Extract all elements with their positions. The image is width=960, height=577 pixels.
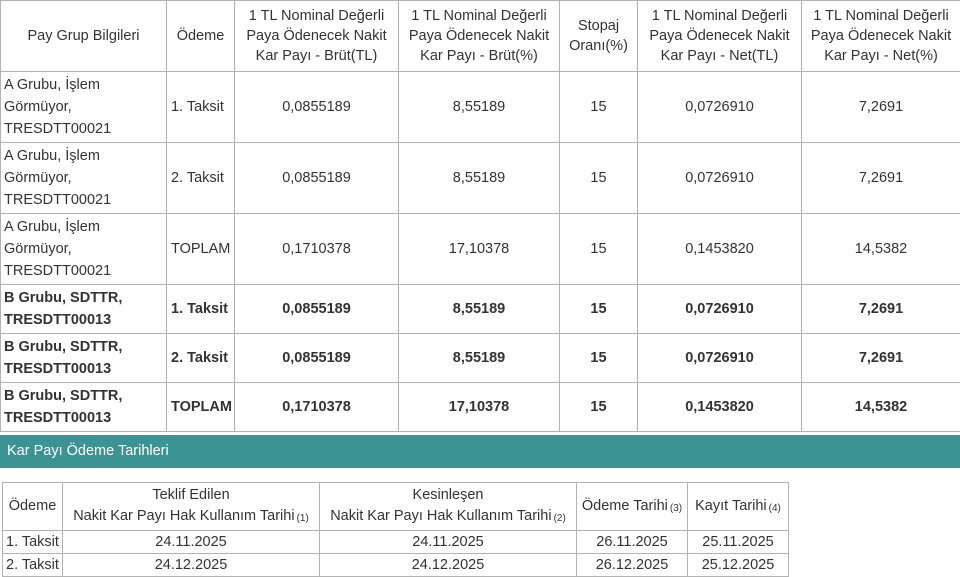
header-stopaj: Stopaj Oranı(%)	[560, 1, 638, 72]
table-row	[1, 285, 960, 334]
header-group: Pay Grup Bilgileri	[1, 1, 167, 72]
stopaj-cell: 15	[560, 383, 638, 432]
odeme-cell: 1. Taksit	[3, 531, 63, 554]
footnote-ref: (4)	[769, 503, 781, 514]
brut-pct-cell: 8,55189	[399, 285, 560, 334]
table-row	[3, 531, 789, 554]
brut-tl-cell: 0,0855189	[235, 72, 399, 143]
group-cell: B Grubu, SDTTR, TRESDTT00013	[1, 383, 167, 432]
table-row	[1, 72, 960, 143]
odeme-cell: 2. Taksit	[3, 554, 63, 577]
group-cell: A Grubu, İşlem Görmüyor, TRESDTT00021	[1, 143, 167, 214]
stopaj-cell: 15	[560, 143, 638, 214]
brut-tl-cell: 0,0855189	[235, 285, 399, 334]
stopaj-cell: 15	[560, 285, 638, 334]
brut-tl-cell: 0,1710378	[235, 214, 399, 285]
payment-dates-table	[2, 482, 789, 577]
group-cell: B Grubu, SDTTR, TRESDTT00013	[1, 285, 167, 334]
brut-pct-cell: 17,10378	[399, 383, 560, 432]
net-tl-cell: 0,0726910	[638, 143, 802, 214]
net-tl-cell: 0,0726910	[638, 334, 802, 383]
net-tl-cell: 0,0726910	[638, 285, 802, 334]
table-row	[1, 383, 960, 432]
net-pct-cell: 7,2691	[802, 285, 960, 334]
brut-pct-cell: 8,55189	[399, 72, 560, 143]
header-net-pct: 1 TL Nominal Değerli Paya Ödenecek Nakit Kar Payı - Net(%)	[802, 1, 960, 72]
dates-table-header	[3, 483, 789, 531]
net-tl-cell: 0,1453820	[638, 214, 802, 285]
teklif-date-cell: 24.11.2025	[63, 531, 320, 554]
odeme-cell: 1. Taksit	[167, 72, 235, 143]
brut-tl-cell: 0,1710378	[235, 383, 399, 432]
brut-pct-cell: 17,10378	[399, 214, 560, 285]
kesin-date-cell: 24.11.2025	[320, 531, 577, 554]
header-odeme-tarihi: Ödeme Tarihi $^{(3)}$	[577, 483, 688, 531]
header-teklif: Teklif Edilen Nakit Kar Payı Hak Kullanım Tarihi $^{(1)}$	[63, 483, 320, 531]
header-odeme: Ödeme	[3, 483, 63, 531]
net-pct-cell: 14,5382	[802, 214, 960, 285]
section-title: Kar Payı Ödeme Tarihleri	[7, 443, 169, 459]
table-row	[1, 143, 960, 214]
group-cell: A Grubu, İşlem Görmüyor, TRESDTT00021	[1, 72, 167, 143]
teklif-date-cell: 24.12.2025	[63, 554, 320, 577]
odeme-cell: 2. Taksit	[167, 334, 235, 383]
brut-tl-cell: 0,0855189	[235, 334, 399, 383]
table-row	[3, 554, 789, 577]
brut-pct-cell: 8,55189	[399, 143, 560, 214]
header-kayit: Kayıt Tarihi $^{(4)}$	[688, 483, 789, 531]
kesin-date-cell: 24.12.2025	[320, 554, 577, 577]
kayit-date-cell: 25.11.2025	[688, 531, 789, 554]
odeme-cell: TOPLAM	[167, 383, 235, 432]
brut-tl-cell: 0,0855189	[235, 143, 399, 214]
dividend-table-header	[1, 1, 960, 72]
group-cell: B Grubu, SDTTR, TRESDTT00013	[1, 334, 167, 383]
section-title-bar	[0, 435, 960, 468]
header-odeme: Ödeme	[167, 1, 235, 72]
header-brut-pct: 1 TL Nominal Değerli Paya Ödenecek Nakit Kar Payı - Brüt(%)	[399, 1, 560, 72]
odeme-cell: 1. Taksit	[167, 285, 235, 334]
net-pct-cell: 7,2691	[802, 72, 960, 143]
kayit-date-cell: 25.12.2025	[688, 554, 789, 577]
footnote-ref: (3)	[670, 503, 682, 514]
net-pct-cell: 14,5382	[802, 383, 960, 432]
group-cell: A Grubu, İşlem Görmüyor, TRESDTT00021	[1, 214, 167, 285]
stopaj-cell: 15	[560, 72, 638, 143]
odeme-cell: TOPLAM	[167, 214, 235, 285]
brut-pct-cell: 8,55189	[399, 334, 560, 383]
odeme-cell: 2. Taksit	[167, 143, 235, 214]
net-tl-cell: 0,0726910	[638, 72, 802, 143]
header-brut-tl: 1 TL Nominal Değerli Paya Ödenecek Nakit Kar Payı - Brüt(TL)	[235, 1, 399, 72]
table-row	[1, 214, 960, 285]
header-net-tl: 1 TL Nominal Değerli Paya Ödenecek Nakit Kar Payı - Net(TL)	[638, 1, 802, 72]
odeme-date-cell: 26.11.2025	[577, 531, 688, 554]
net-pct-cell: 7,2691	[802, 143, 960, 214]
stopaj-cell: 15	[560, 214, 638, 285]
footnote-ref: (2)	[554, 513, 566, 524]
odeme-date-cell: 26.12.2025	[577, 554, 688, 577]
stopaj-cell: 15	[560, 334, 638, 383]
net-tl-cell: 0,1453820	[638, 383, 802, 432]
net-pct-cell: 7,2691	[802, 334, 960, 383]
header-kesin: Kesinleşen Nakit Kar Payı Hak Kullanım Tarihi $^{(2)}$	[320, 483, 577, 531]
table-row	[1, 334, 960, 383]
footnote-ref: (1)	[297, 513, 309, 524]
